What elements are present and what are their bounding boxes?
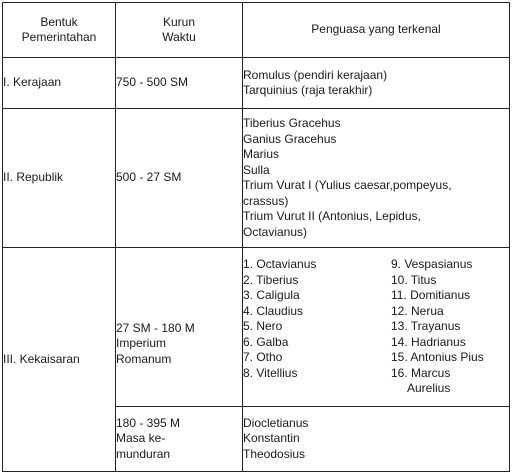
emperor-column-left (243, 257, 391, 397)
header-government-form (3, 3, 116, 58)
list-item: 11. Domitianus (391, 288, 471, 303)
list-item: 6. Galba (243, 334, 289, 349)
period-cell-kingdom: 750 - 500 SM (116, 58, 243, 109)
list-item: 1. Octavianus (243, 257, 317, 272)
ruler-item: Sulla (243, 162, 270, 177)
list-item: 8. Vitellius (243, 365, 298, 380)
period-line: Imperium (116, 336, 167, 351)
header-time-period (116, 3, 243, 58)
rulers-cell-kingdom (243, 58, 510, 109)
list-item: 13. Trayanus (391, 319, 461, 334)
list-item: Aurelius (407, 381, 451, 396)
ruler-item: Romulus (pendiri kerajaan) (243, 67, 388, 82)
period-cell-empire-decline (116, 407, 243, 472)
header-form-line1: Bentuk (40, 14, 78, 29)
list-item: 12. Nerua (391, 303, 444, 318)
period-cell-republic: 500 - 27 SM (116, 109, 243, 248)
period-cell-empire-early (116, 248, 243, 407)
emperor-list (243, 257, 509, 397)
list-item: 16. Marcus (391, 365, 451, 380)
ruler-item: Tiberius Gracehus (243, 116, 341, 130)
rulers-cell-empire-early (243, 248, 510, 407)
list-item: 14. Hadrianus (391, 334, 466, 349)
emperor-column-right (391, 257, 509, 397)
list-item: 3. Caligula (243, 288, 300, 303)
ruler-item: Marius (243, 147, 280, 161)
rulers-cell-republic (243, 109, 510, 248)
ruler-item: Tarquinius (raja terakhir) (243, 83, 373, 97)
ruler-item: crassus) (243, 193, 289, 208)
list-item: 15. Antonius Pius (391, 350, 484, 365)
ruler-item: Diocletianus (243, 415, 309, 430)
ruler-item: Octavianus) (243, 224, 308, 239)
form-cell-republic: II. Republik (3, 109, 116, 248)
period-line: 27 SM - 180 M (116, 320, 195, 335)
header-row (3, 3, 510, 58)
ruler-item: Konstantin (243, 431, 300, 446)
period-line: 180 - 395 M (116, 415, 181, 430)
table-row-kingdom (3, 58, 510, 109)
list-item: 2. Tiberius (243, 272, 299, 287)
table-row-republic (3, 109, 510, 248)
list-item: 7. Otho (243, 350, 283, 365)
list-item: 10. Titus (391, 272, 437, 287)
period-line: munduran (116, 446, 171, 461)
table-row-empire-early (3, 248, 510, 407)
ruler-item: Theodosius (243, 446, 306, 461)
form-cell-kingdom: I. Kerajaan (3, 58, 116, 109)
rulers-cell-empire-decline (243, 407, 510, 472)
ruler-item: Trium Vurut II (Antonius, Lepidus, (243, 209, 421, 223)
header-famous-rulers (243, 3, 510, 58)
period-line: Romanum (116, 351, 172, 366)
ruler-item: Trium Vurat I (Yulius caesar,pompeyus, (243, 178, 452, 192)
list-item: 5. Nero (243, 319, 283, 334)
ruler-item: Ganius Gracehus (243, 131, 337, 146)
list-item: 4. Claudius (243, 303, 304, 318)
roman-government-table (2, 2, 510, 472)
form-cell-empire: III. Kekaisaran (3, 248, 116, 472)
list-item: 9. Vespasianus (391, 257, 473, 272)
header-period-line2: Waktu (162, 30, 196, 44)
period-line: Masa ke- (116, 431, 166, 446)
header-form-line2: Pemerintahan (21, 30, 97, 44)
header-rulers-label: Penguasa yang terkenal (311, 22, 441, 37)
header-period-line1: Kurun (162, 14, 196, 29)
